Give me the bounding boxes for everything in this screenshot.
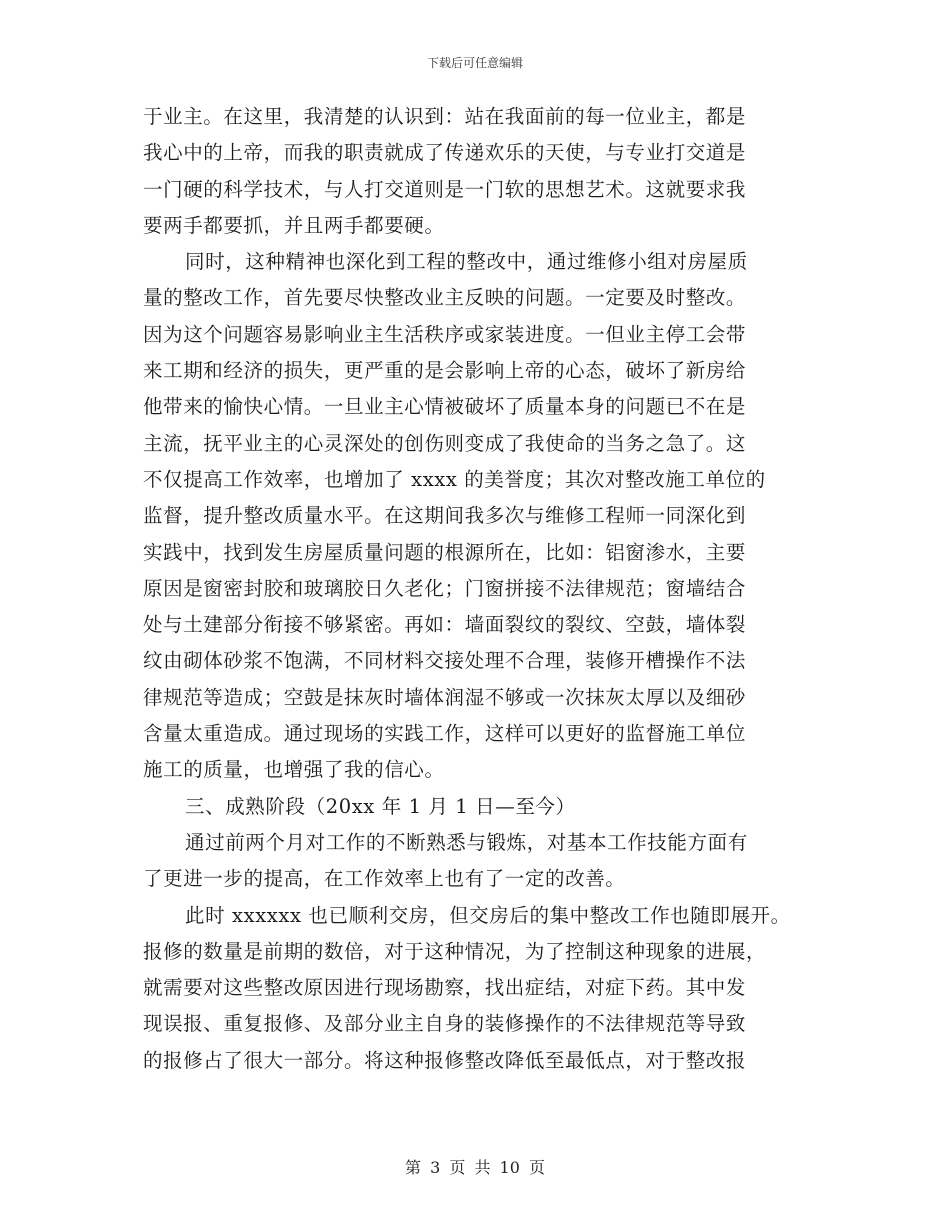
page-header: 下载后可任意编辑 [426,56,523,70]
text-line: 一门硬的科学技术，与人打交道则是一门软的思想艺术。这就要求我 [143,177,747,201]
text-line: 来工期和经济的损失，更严重的是会影响上帝的心态，破坏了新房给 [143,359,747,383]
text-line: 纹由砌体砂浆不饱满，不同材料交接处理不合理，装修开槽操作不法 [143,649,747,673]
text-line: 现误报、重复报修、及部分业主自身的装修操作的不法律规范等导致 [143,1012,747,1036]
text-line: 原因是窗密封胶和玻璃胶日久老化；门窗拼接不法律规范；窗墙结合 [143,576,747,600]
text-line: 施工的质量，也增强了我的信心。 [143,758,445,782]
text-line: 实践中，找到发生房屋质量问题的根源所在，比如：铝窗渗水，主要 [143,540,747,564]
text-line: 处与土建部分衔接不够紧密。再如：墙面裂纹的裂纹、空鼓，墙体裂 [143,613,747,637]
text-line: 三、成熟阶段（20xx 年 1 月 1 日—至今） [185,794,576,818]
text-line: 含量太重造成。通过现场的实践工作，这样可以更好的监督施工单位 [143,722,747,746]
text-line: 于业主。在这里，我清楚的认识到：站在我面前的每一位业主，都是 [143,105,747,128]
text-line: 主流，抚平业主的心灵深处的创伤则变成了我使命的当务之急了。这 [143,431,747,455]
document-body [143,99,807,1079]
text-line: 他带来的愉快心情。一旦业主心情被破坏了质量本身的问题已不在是 [143,395,747,419]
text-line: 我心中的上帝，而我的职责就成了传递欢乐的天使，与专业打交道是 [143,141,747,165]
text-line: 了更进一步的提高，在工作效率上也有了一定的改善。 [143,867,626,891]
text-line: 监督，提升整改质量水平。在这期间我多次与维修工程师一同深化到 [143,504,747,528]
page-footer: 第 3 页 共 10 页 [405,1158,545,1177]
text-line: 要两手都要抓，并且两手都要硬。 [143,213,445,237]
text-line: 此时 xxxxxx 也已顺利交房，但交房后的集中整改工作也随即展开。 [185,903,791,927]
text-line: 就需要对这些整改原因进行现场勘察，找出症结，对症下药。其中发 [143,976,747,1000]
text-line: 因为这个问题容易影响业主生活秩序或家装进度。一但业主停工会带 [143,322,747,346]
text-line: 报修的数量是前期的数倍，对于这种情况，为了控制这种现象的进展， [143,939,767,963]
text-line: 的报修占了很大一部分。将这种报修整改降低至最低点，对于整改报 [143,1048,747,1072]
text-line: 同时，这种精神也深化到工程的整改中，通过维修小组对房屋质 [185,250,748,274]
text-line: 律规范等造成；空鼓是抹灰时墙体润湿不够或一次抹灰太厚以及细砂 [143,685,747,709]
text-line: 通过前两个月对工作的不断熟悉与锻炼，对基本工作技能方面有 [185,830,748,854]
text-line: 量的整改工作，首先要尽快整改业主反映的问题。一定要及时整改。 [143,286,747,310]
text-line: 不仅提高工作效率，也增加了 xxxx 的美誉度；其次对整改施工单位的 [143,467,766,491]
